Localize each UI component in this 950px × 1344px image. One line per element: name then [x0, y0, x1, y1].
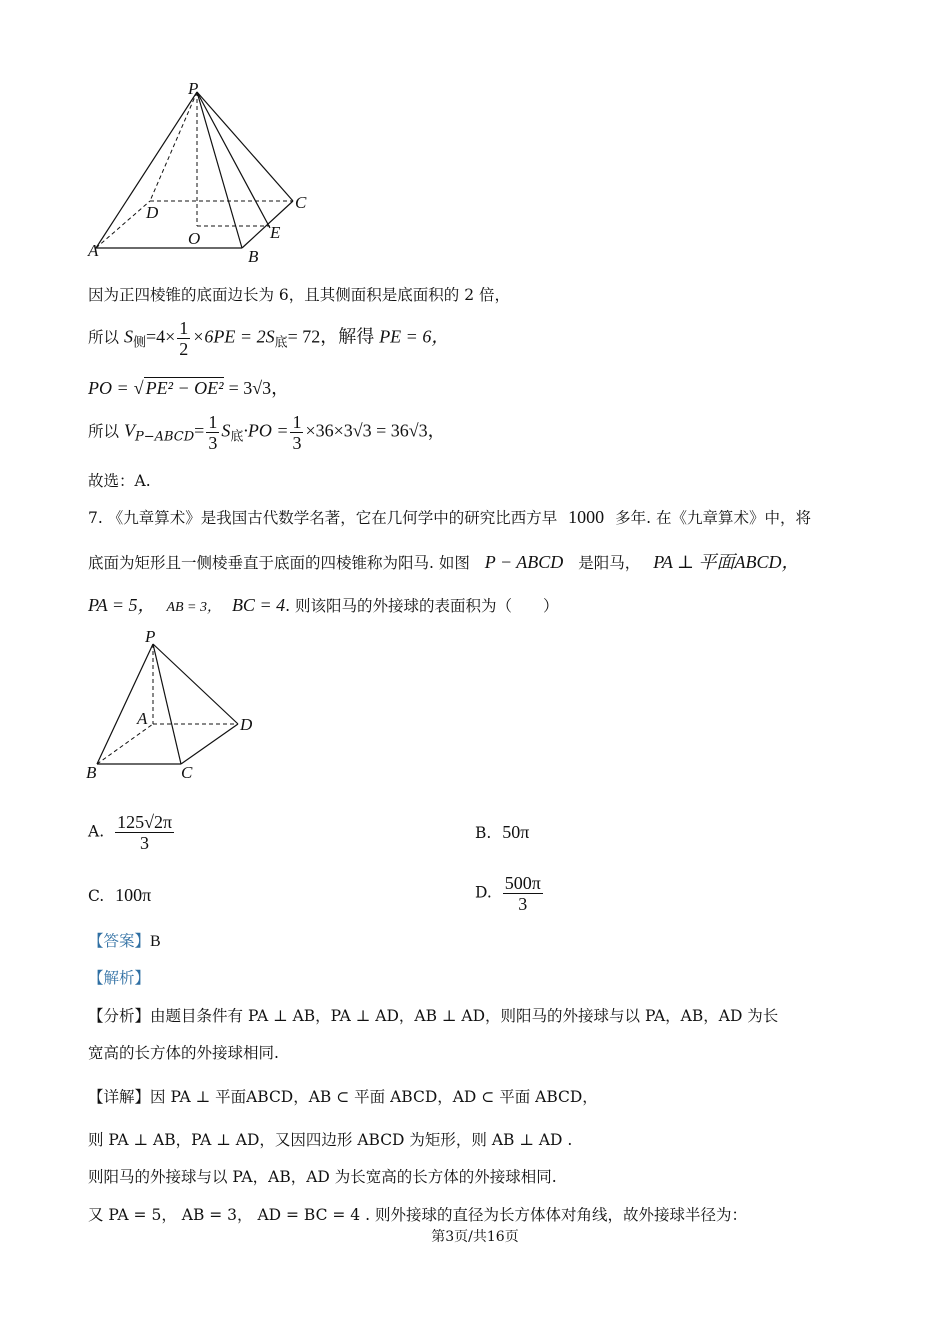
- option-B[interactable]: [475, 822, 529, 843]
- label-C: C: [181, 763, 193, 782]
- q2-yangma: 是阳马，: [578, 554, 641, 572]
- formula-po: PO = √ PE² − OE² = 3√3，: [88, 378, 290, 398]
- yangma-figure: [80, 626, 270, 786]
- detail-tag: 【详解】: [88, 1088, 151, 1106]
- label-A: A: [137, 709, 148, 728]
- formula-side-area: [88, 318, 449, 359]
- sub-PABCD: P−ABCD: [134, 429, 195, 445]
- pyramid-figure-1: [80, 78, 330, 268]
- q3-ab: AB = 3，: [166, 600, 221, 615]
- text-choice: 故选：A.: [88, 472, 151, 490]
- option-D-num: 500π: [504, 873, 541, 893]
- label-B: B: [86, 763, 97, 782]
- result: PE = 6，: [379, 326, 450, 347]
- answer-value: B: [150, 933, 161, 950]
- frac-den: 2: [179, 339, 189, 359]
- po-sqrt: PE² − OE²: [145, 378, 224, 398]
- label-D: D: [240, 715, 253, 734]
- eq: =: [194, 420, 205, 441]
- mid: ·PO =: [243, 420, 289, 441]
- q2-perp: PA ⊥ 平面ABCD，: [653, 552, 800, 572]
- analysis-tag: 【分析】: [88, 1007, 151, 1025]
- option-D[interactable]: [475, 873, 545, 914]
- detail-line-4: 又 PA = 5， AB = 3， AD = BC = 4 . 则外接球的直径为长方体体对角线，故外接球半径为：: [88, 1206, 747, 1224]
- q1-number: 1000: [568, 507, 605, 527]
- option-C-label: C.: [88, 887, 105, 905]
- var-S: S: [123, 326, 133, 347]
- sub-side: 侧: [132, 335, 146, 351]
- label-C: C: [295, 193, 307, 212]
- q2-text: 底面为矩形且一侧棱垂直于底面的四棱锥称为阳马. 如图: [88, 554, 470, 572]
- analysis-line-1: [88, 1004, 778, 1026]
- var-S: S: [221, 420, 231, 441]
- page-footer: 第3页/共16页: [431, 1229, 519, 1245]
- option-A-den: 3: [140, 833, 150, 853]
- detail-line-1: [88, 1085, 598, 1107]
- question-line-2: [88, 548, 799, 574]
- sub-base: 底: [274, 335, 288, 351]
- eq1: =4×: [145, 326, 176, 347]
- frac2-den: 3: [292, 433, 302, 453]
- q1-text: 7. 《九章算术》是我国古代数学名著，它在几何学中的研究比西方早: [88, 509, 558, 527]
- option-A[interactable]: [88, 812, 176, 853]
- label-P: P: [145, 627, 156, 646]
- option-B-value: 50π: [502, 822, 530, 842]
- question-line-1: [88, 506, 811, 528]
- option-D-den: 3: [518, 894, 528, 914]
- detail-line-2: 则 PA ⊥ AB，PA ⊥ AD，又因四边形 ABCD 为矩形，则 AB ⊥ AD .: [88, 1131, 573, 1149]
- option-B-label: B.: [475, 824, 492, 842]
- frac1-num: 1: [208, 412, 218, 432]
- prefix: 所以: [88, 328, 120, 347]
- frac-num: 1: [179, 318, 189, 338]
- option-D-label: D.: [475, 883, 492, 902]
- sub-base: 底: [230, 429, 244, 445]
- detail-line-3: 则阳马的外接球与以 PA，AB，AD 为长宽高的长方体的外接球相同.: [88, 1168, 557, 1186]
- label-A: A: [88, 241, 99, 260]
- q2-pyramid: P − ABCD: [484, 552, 564, 572]
- detail-text-1: 因 PA ⊥ 平面ABCD，AB ⊂ 平面 ABCD，AD ⊂ 平面 ABCD，: [150, 1088, 598, 1106]
- label-E: E: [270, 223, 281, 242]
- end: = 72，解得: [287, 326, 375, 347]
- end: ×36×3√3 = 36√3，: [305, 420, 446, 441]
- option-A-num: 125√2π: [117, 812, 173, 832]
- q3-question: . 则该阳马的外接球的表面积为（ ）: [285, 597, 559, 615]
- analysis-line-2: 宽高的长方体的外接球相同.: [88, 1044, 279, 1062]
- formula-volume: [88, 412, 446, 453]
- label-B: B: [248, 247, 259, 266]
- po-left: PO =: [88, 378, 129, 398]
- question-line-3: [88, 591, 558, 617]
- analysis-text-1: 由题目条件有 PA ⊥ AB，PA ⊥ AD，AB ⊥ AD，则阳马的外接球与以 PA，AB，AD 为长: [150, 1007, 779, 1025]
- answer-tag: 【答案】: [88, 932, 151, 950]
- analysis-heading: 【解析】: [88, 969, 151, 987]
- text-line-1: 因为正四棱锥的底面边长为 6，且其侧面积是底面积的 2 倍，: [88, 286, 511, 304]
- prefix: 所以: [88, 422, 120, 441]
- po-right: = 3√3，: [228, 378, 290, 398]
- var-V: V: [123, 420, 135, 441]
- q1-tail: 多年. 在《九章算术》中，将: [615, 509, 811, 527]
- label-P: P: [188, 79, 199, 98]
- q3-bc: BC = 4: [231, 595, 286, 615]
- frac1-den: 3: [208, 433, 218, 453]
- label-D: D: [146, 203, 159, 222]
- label-O: O: [188, 229, 201, 248]
- frac2-num: 1: [292, 412, 302, 432]
- option-C-value: 100π: [115, 885, 152, 905]
- answer-line: [88, 929, 161, 951]
- option-A-label: A.: [88, 822, 105, 841]
- q3-pa: PA = 5，: [88, 595, 156, 615]
- mid: ×6PE = 2S: [192, 326, 275, 347]
- option-C[interactable]: [88, 885, 151, 906]
